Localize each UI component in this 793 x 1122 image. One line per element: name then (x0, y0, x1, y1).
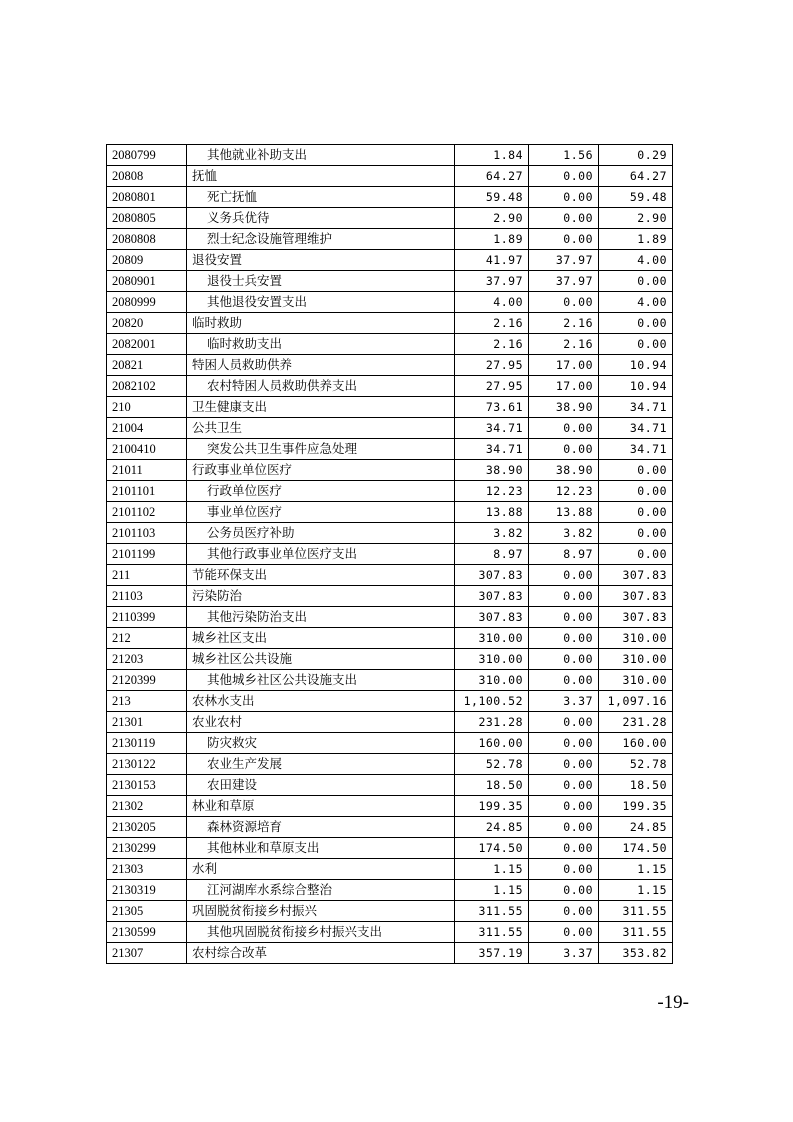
basic-expenditure-cell: 0.00 (529, 733, 599, 754)
basic-expenditure-cell: 0.00 (529, 586, 599, 607)
project-expenditure-cell: 4.00 (599, 250, 673, 271)
account-code-cell: 20821 (107, 355, 187, 376)
account-name-cell: 林业和草原 (187, 796, 455, 817)
project-expenditure-cell: 34.71 (599, 397, 673, 418)
account-name-cell: 城乡社区支出 (187, 628, 455, 649)
account-name-cell: 其他就业补助支出 (187, 145, 455, 166)
account-name-cell: 事业单位医疗 (187, 502, 455, 523)
project-expenditure-cell: 18.50 (599, 775, 673, 796)
account-code-cell: 21203 (107, 649, 187, 670)
total-amount-cell: 59.48 (455, 187, 529, 208)
table-row (107, 250, 673, 271)
basic-expenditure-cell: 13.88 (529, 502, 599, 523)
account-code-cell: 2130599 (107, 922, 187, 943)
account-code-cell: 2082102 (107, 376, 187, 397)
project-expenditure-cell: 52.78 (599, 754, 673, 775)
project-expenditure-cell: 0.00 (599, 523, 673, 544)
total-amount-cell: 1.84 (455, 145, 529, 166)
table-body (107, 145, 673, 964)
total-amount-cell: 8.97 (455, 544, 529, 565)
table-row (107, 376, 673, 397)
account-code-cell: 2080808 (107, 229, 187, 250)
account-name-cell: 污染防治 (187, 586, 455, 607)
table-row (107, 481, 673, 502)
account-name-cell: 农村综合改革 (187, 943, 455, 964)
table-row (107, 628, 673, 649)
budget-expenditure-table (106, 144, 673, 964)
account-code-cell: 2101199 (107, 544, 187, 565)
table-row (107, 607, 673, 628)
project-expenditure-cell: 64.27 (599, 166, 673, 187)
total-amount-cell: 41.97 (455, 250, 529, 271)
table-row (107, 691, 673, 712)
project-expenditure-cell: 199.35 (599, 796, 673, 817)
project-expenditure-cell: 0.00 (599, 460, 673, 481)
account-code-cell: 20820 (107, 313, 187, 334)
table-row (107, 271, 673, 292)
table-row (107, 712, 673, 733)
basic-expenditure-cell: 0.00 (529, 754, 599, 775)
basic-expenditure-cell: 1.56 (529, 145, 599, 166)
total-amount-cell: 310.00 (455, 670, 529, 691)
project-expenditure-cell: 1.15 (599, 880, 673, 901)
table-row (107, 355, 673, 376)
table-row (107, 502, 673, 523)
account-name-cell: 突发公共卫生事件应急处理 (187, 439, 455, 460)
table-row (107, 187, 673, 208)
account-name-cell: 退役安置 (187, 250, 455, 271)
project-expenditure-cell: 59.48 (599, 187, 673, 208)
project-expenditure-cell: 4.00 (599, 292, 673, 313)
basic-expenditure-cell: 0.00 (529, 418, 599, 439)
basic-expenditure-cell: 0.00 (529, 859, 599, 880)
account-name-cell: 其他行政事业单位医疗支出 (187, 544, 455, 565)
total-amount-cell: 3.82 (455, 523, 529, 544)
project-expenditure-cell: 0.29 (599, 145, 673, 166)
project-expenditure-cell: 0.00 (599, 313, 673, 334)
total-amount-cell: 357.19 (455, 943, 529, 964)
account-name-cell: 其他退役安置支出 (187, 292, 455, 313)
basic-expenditure-cell: 0.00 (529, 187, 599, 208)
account-name-cell: 农林水支出 (187, 691, 455, 712)
account-name-cell: 城乡社区公共设施 (187, 649, 455, 670)
basic-expenditure-cell: 0.00 (529, 565, 599, 586)
basic-expenditure-cell: 0.00 (529, 817, 599, 838)
table-row (107, 817, 673, 838)
basic-expenditure-cell: 17.00 (529, 355, 599, 376)
basic-expenditure-cell: 38.90 (529, 460, 599, 481)
table-row (107, 397, 673, 418)
project-expenditure-cell: 24.85 (599, 817, 673, 838)
account-code-cell: 2080999 (107, 292, 187, 313)
basic-expenditure-cell: 0.00 (529, 922, 599, 943)
project-expenditure-cell: 1.89 (599, 229, 673, 250)
total-amount-cell: 199.35 (455, 796, 529, 817)
project-expenditure-cell: 10.94 (599, 376, 673, 397)
table-row (107, 439, 673, 460)
basic-expenditure-cell: 0.00 (529, 796, 599, 817)
account-name-cell: 农业生产发展 (187, 754, 455, 775)
table-row (107, 418, 673, 439)
table-row (107, 922, 673, 943)
basic-expenditure-cell: 17.00 (529, 376, 599, 397)
basic-expenditure-cell: 3.37 (529, 691, 599, 712)
basic-expenditure-cell: 0.00 (529, 229, 599, 250)
project-expenditure-cell: 34.71 (599, 418, 673, 439)
account-name-cell: 节能环保支出 (187, 565, 455, 586)
table-row (107, 775, 673, 796)
account-name-cell: 其他城乡社区公共设施支出 (187, 670, 455, 691)
account-code-cell: 21305 (107, 901, 187, 922)
account-name-cell: 水利 (187, 859, 455, 880)
project-expenditure-cell: 307.83 (599, 607, 673, 628)
total-amount-cell: 1.15 (455, 880, 529, 901)
account-code-cell: 210 (107, 397, 187, 418)
account-name-cell: 死亡抚恤 (187, 187, 455, 208)
account-code-cell: 2130205 (107, 817, 187, 838)
account-name-cell: 防灾救灾 (187, 733, 455, 754)
account-name-cell: 临时救助支出 (187, 334, 455, 355)
account-code-cell: 2080801 (107, 187, 187, 208)
total-amount-cell: 307.83 (455, 607, 529, 628)
account-name-cell: 其他巩固脱贫衔接乡村振兴支出 (187, 922, 455, 943)
account-name-cell: 农业农村 (187, 712, 455, 733)
account-code-cell: 21302 (107, 796, 187, 817)
table-row (107, 523, 673, 544)
total-amount-cell: 307.83 (455, 586, 529, 607)
total-amount-cell: 73.61 (455, 397, 529, 418)
page-number: -19- (657, 992, 689, 1013)
basic-expenditure-cell: 0.00 (529, 439, 599, 460)
project-expenditure-cell: 0.00 (599, 544, 673, 565)
total-amount-cell: 310.00 (455, 628, 529, 649)
total-amount-cell: 27.95 (455, 376, 529, 397)
account-code-cell: 2130119 (107, 733, 187, 754)
account-name-cell: 临时救助 (187, 313, 455, 334)
account-code-cell: 2080799 (107, 145, 187, 166)
basic-expenditure-cell: 0.00 (529, 208, 599, 229)
account-code-cell: 211 (107, 565, 187, 586)
total-amount-cell: 37.97 (455, 271, 529, 292)
account-code-cell: 21307 (107, 943, 187, 964)
project-expenditure-cell: 0.00 (599, 334, 673, 355)
project-expenditure-cell: 174.50 (599, 838, 673, 859)
total-amount-cell: 311.55 (455, 922, 529, 943)
account-code-cell: 2101103 (107, 523, 187, 544)
account-code-cell: 2130319 (107, 880, 187, 901)
account-name-cell: 公务员医疗补助 (187, 523, 455, 544)
account-code-cell: 213 (107, 691, 187, 712)
project-expenditure-cell: 310.00 (599, 628, 673, 649)
total-amount-cell: 174.50 (455, 838, 529, 859)
table-row (107, 460, 673, 481)
account-code-cell: 2110399 (107, 607, 187, 628)
account-name-cell: 卫生健康支出 (187, 397, 455, 418)
table-row (107, 145, 673, 166)
basic-expenditure-cell: 0.00 (529, 607, 599, 628)
table-row (107, 943, 673, 964)
total-amount-cell: 34.71 (455, 439, 529, 460)
total-amount-cell: 4.00 (455, 292, 529, 313)
account-code-cell: 2100410 (107, 439, 187, 460)
total-amount-cell: 307.83 (455, 565, 529, 586)
account-code-cell: 2130153 (107, 775, 187, 796)
table-row (107, 754, 673, 775)
project-expenditure-cell: 34.71 (599, 439, 673, 460)
account-name-cell: 行政单位医疗 (187, 481, 455, 502)
total-amount-cell: 52.78 (455, 754, 529, 775)
project-expenditure-cell: 1.15 (599, 859, 673, 880)
table-row (107, 565, 673, 586)
table-row (107, 229, 673, 250)
total-amount-cell: 1,100.52 (455, 691, 529, 712)
basic-expenditure-cell: 0.00 (529, 880, 599, 901)
table-row (107, 208, 673, 229)
total-amount-cell: 160.00 (455, 733, 529, 754)
table-row (107, 880, 673, 901)
account-code-cell: 20809 (107, 250, 187, 271)
basic-expenditure-cell: 0.00 (529, 649, 599, 670)
total-amount-cell: 2.90 (455, 208, 529, 229)
project-expenditure-cell: 307.83 (599, 565, 673, 586)
account-code-cell: 212 (107, 628, 187, 649)
basic-expenditure-cell: 0.00 (529, 628, 599, 649)
total-amount-cell: 27.95 (455, 355, 529, 376)
basic-expenditure-cell: 3.82 (529, 523, 599, 544)
account-code-cell: 20808 (107, 166, 187, 187)
account-code-cell: 2101102 (107, 502, 187, 523)
account-name-cell: 其他林业和草原支出 (187, 838, 455, 859)
table-row (107, 586, 673, 607)
total-amount-cell: 12.23 (455, 481, 529, 502)
table-row (107, 313, 673, 334)
account-code-cell: 2080901 (107, 271, 187, 292)
account-code-cell: 21301 (107, 712, 187, 733)
project-expenditure-cell: 0.00 (599, 271, 673, 292)
total-amount-cell: 1.89 (455, 229, 529, 250)
account-name-cell: 退役士兵安置 (187, 271, 455, 292)
account-name-cell: 抚恤 (187, 166, 455, 187)
account-name-cell: 公共卫生 (187, 418, 455, 439)
account-name-cell: 农田建设 (187, 775, 455, 796)
basic-expenditure-cell: 0.00 (529, 901, 599, 922)
table-row (107, 166, 673, 187)
project-expenditure-cell: 310.00 (599, 649, 673, 670)
table-row (107, 901, 673, 922)
table-row (107, 838, 673, 859)
basic-expenditure-cell: 0.00 (529, 712, 599, 733)
project-expenditure-cell: 311.55 (599, 922, 673, 943)
total-amount-cell: 311.55 (455, 901, 529, 922)
table-row (107, 649, 673, 670)
basic-expenditure-cell: 0.00 (529, 838, 599, 859)
total-amount-cell: 2.16 (455, 334, 529, 355)
basic-expenditure-cell: 0.00 (529, 670, 599, 691)
account-code-cell: 2120399 (107, 670, 187, 691)
basic-expenditure-cell: 37.97 (529, 250, 599, 271)
table-row (107, 733, 673, 754)
basic-expenditure-cell: 38.90 (529, 397, 599, 418)
project-expenditure-cell: 0.00 (599, 481, 673, 502)
account-code-cell: 2082001 (107, 334, 187, 355)
total-amount-cell: 38.90 (455, 460, 529, 481)
account-name-cell: 特困人员救助供养 (187, 355, 455, 376)
table-row (107, 670, 673, 691)
project-expenditure-cell: 307.83 (599, 586, 673, 607)
account-name-cell: 巩固脱贫衔接乡村振兴 (187, 901, 455, 922)
total-amount-cell: 34.71 (455, 418, 529, 439)
account-code-cell: 21004 (107, 418, 187, 439)
project-expenditure-cell: 10.94 (599, 355, 673, 376)
basic-expenditure-cell: 3.37 (529, 943, 599, 964)
table-row (107, 544, 673, 565)
total-amount-cell: 1.15 (455, 859, 529, 880)
account-name-cell: 农村特困人员救助供养支出 (187, 376, 455, 397)
total-amount-cell: 24.85 (455, 817, 529, 838)
table-row (107, 334, 673, 355)
project-expenditure-cell: 1,097.16 (599, 691, 673, 712)
project-expenditure-cell: 0.00 (599, 502, 673, 523)
basic-expenditure-cell: 2.16 (529, 334, 599, 355)
account-code-cell: 21011 (107, 460, 187, 481)
account-code-cell: 2080805 (107, 208, 187, 229)
table-row (107, 859, 673, 880)
table-row (107, 292, 673, 313)
total-amount-cell: 64.27 (455, 166, 529, 187)
project-expenditure-cell: 310.00 (599, 670, 673, 691)
basic-expenditure-cell: 37.97 (529, 271, 599, 292)
basic-expenditure-cell: 2.16 (529, 313, 599, 334)
account-code-cell: 21303 (107, 859, 187, 880)
project-expenditure-cell: 2.90 (599, 208, 673, 229)
project-expenditure-cell: 353.82 (599, 943, 673, 964)
account-name-cell: 森林资源培育 (187, 817, 455, 838)
total-amount-cell: 13.88 (455, 502, 529, 523)
total-amount-cell: 231.28 (455, 712, 529, 733)
total-amount-cell: 2.16 (455, 313, 529, 334)
account-name-cell: 义务兵优待 (187, 208, 455, 229)
account-name-cell: 其他污染防治支出 (187, 607, 455, 628)
total-amount-cell: 18.50 (455, 775, 529, 796)
project-expenditure-cell: 160.00 (599, 733, 673, 754)
account-name-cell: 江河湖库水系综合整治 (187, 880, 455, 901)
account-name-cell: 行政事业单位医疗 (187, 460, 455, 481)
basic-expenditure-cell: 0.00 (529, 775, 599, 796)
basic-expenditure-cell: 0.00 (529, 292, 599, 313)
basic-expenditure-cell: 0.00 (529, 166, 599, 187)
account-code-cell: 2101101 (107, 481, 187, 502)
account-name-cell: 烈士纪念设施管理维护 (187, 229, 455, 250)
basic-expenditure-cell: 12.23 (529, 481, 599, 502)
account-code-cell: 2130299 (107, 838, 187, 859)
account-code-cell: 2130122 (107, 754, 187, 775)
account-code-cell: 21103 (107, 586, 187, 607)
basic-expenditure-cell: 8.97 (529, 544, 599, 565)
table-row (107, 796, 673, 817)
project-expenditure-cell: 231.28 (599, 712, 673, 733)
project-expenditure-cell: 311.55 (599, 901, 673, 922)
total-amount-cell: 310.00 (455, 649, 529, 670)
